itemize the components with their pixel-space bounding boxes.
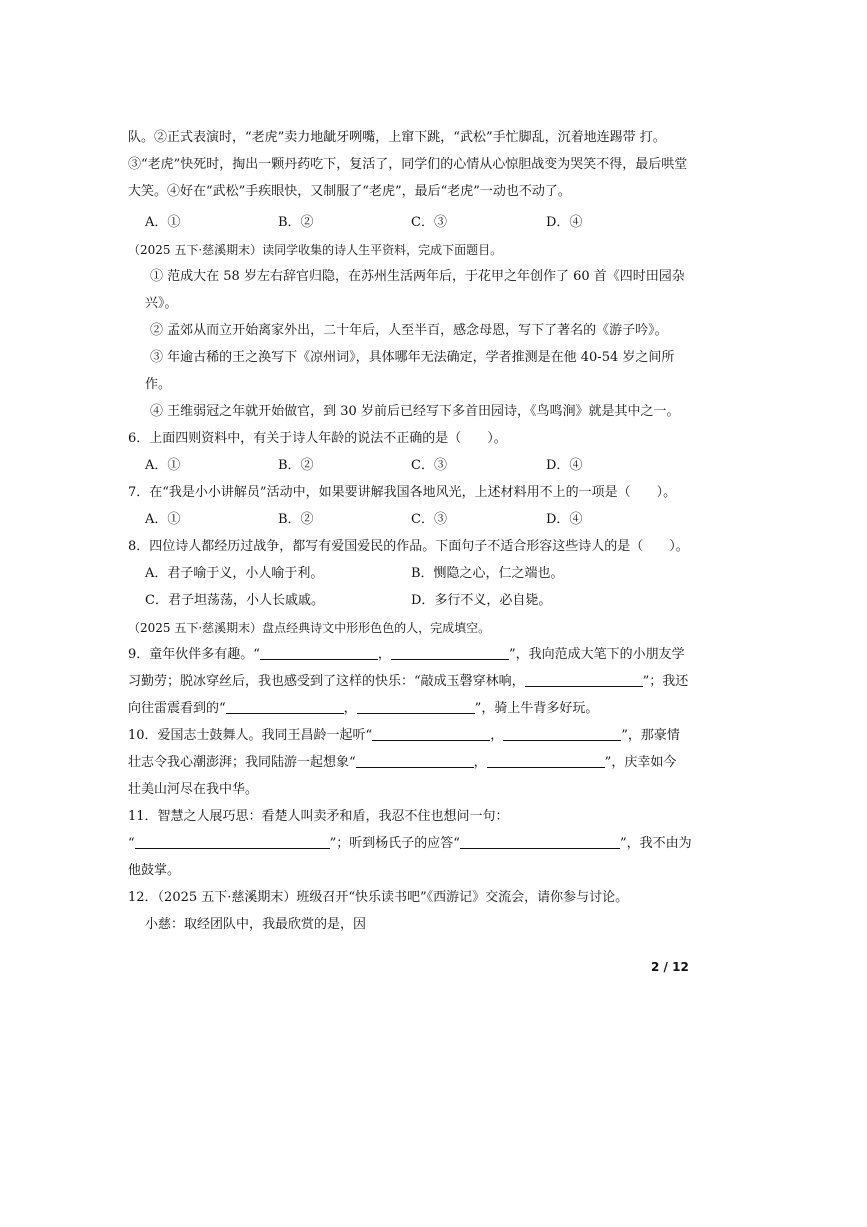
option-d: D．④ — [546, 458, 583, 473]
answer-blank[interactable] — [260, 646, 378, 660]
text: ”，我不由为 — [619, 836, 692, 851]
question-stem: 12．（2025 五下·慈溪期末）班级召开“快乐读书吧”《西游记》交流会，请你参与讨论。 — [128, 890, 629, 905]
text: 9．童年伙伴多有趣。“ — [128, 647, 260, 662]
question-stem: 7．在“我是小小讲解员”活动中，如果要讲解我国各地风光，上述材料用不上的一项是（ ）。 — [128, 485, 677, 500]
answer-blank[interactable] — [391, 646, 509, 660]
material-line: ① 范成大在 58 岁左右辞官归隐，在苏州生活两年后，于花甲之年创作了 60 首《四时田园杂 — [150, 269, 685, 284]
text: 壮志令我心潮澎湃；我同陆游一起想象“ — [128, 755, 356, 770]
page-number: 2 / 12 — [651, 960, 689, 974]
passage-line: 大笑。④好在“武松”手疾眼快，又制服了“老虎”，最后“老虎”一动也不动了。 — [128, 184, 571, 199]
answer-blank[interactable] — [226, 700, 344, 714]
section-intro: （2025 五下·慈溪期末）读同学收集的诗人生平资料，完成下面题目。 — [128, 243, 503, 257]
option-b: B．② — [278, 215, 314, 230]
text: ， — [473, 755, 487, 770]
answer-blank[interactable] — [460, 835, 620, 849]
option-a: A．① — [145, 458, 181, 473]
option-a: A．① — [145, 512, 181, 527]
passage-line: 队。②正式表演时，“老虎”卖力地龇牙咧嘴，上窜下跳，“武松”手忙脚乱，沉着地连踢带 打。 — [128, 130, 666, 145]
text: ， — [343, 701, 357, 716]
material-line: 兴》。 — [145, 296, 178, 311]
text: ”，庆幸如今 — [604, 755, 677, 770]
passage-line: ③“老虎”快死时，掏出一颗丹药吃下，复活了，同学们的心情从心惊胆战变为哭笑不得，最后哄堂 — [128, 157, 688, 172]
text: 10．爱国志士鼓舞人。我同王昌龄一起听“ — [128, 728, 373, 743]
text: ”；我还 — [642, 674, 689, 689]
answer-blank[interactable] — [357, 700, 475, 714]
option-c: C．君子坦荡荡，小人长戚戚。 — [145, 593, 324, 608]
option-d: D．多行不义，必自毙。 — [411, 593, 552, 608]
option-a: A．① — [145, 215, 181, 230]
question-line: 壮美山河尽在我中华。 — [128, 782, 259, 797]
question-line — [128, 835, 692, 853]
text: ， — [377, 647, 391, 662]
option-d: D．④ — [546, 512, 583, 527]
option-a: A．君子喻于义，小人喻于利。 — [145, 566, 324, 581]
answer-blank[interactable] — [135, 835, 330, 849]
question-line: 他鼓掌。 — [128, 863, 181, 878]
question-line — [128, 754, 688, 772]
question-line — [128, 727, 688, 745]
answer-blank[interactable] — [356, 754, 474, 768]
text: ”，那豪情 — [621, 728, 680, 743]
option-c: C．③ — [411, 458, 447, 473]
material-line: ② 孟郊从而立开始离家外出，二十年后，人至半百，感念母恩，写下了著名的《游子吟》。 — [150, 323, 668, 338]
material-line: ③ 年逾古稀的王之涣写下《凉州词》，具体哪年无法确定，学者推测是在他 40-54 岁之间所 — [150, 350, 675, 365]
option-b: B．② — [278, 512, 314, 527]
text: “ — [128, 836, 135, 851]
question-line — [128, 700, 688, 718]
option-c: C．③ — [411, 215, 447, 230]
question-line — [128, 646, 688, 664]
text: 习勤劳；脱冰穿丝后，我也感受到了这样的快乐：“敲成玉磬穿林响， — [128, 674, 525, 689]
section-intro: （2025 五下·慈溪期末）盘点经典诗文中形形色色的人，完成填空。 — [128, 621, 491, 635]
answer-blank[interactable] — [372, 727, 490, 741]
question-line: 小慈：取经团队中，我最欣赏的是，因 — [145, 917, 367, 932]
question-line — [128, 673, 688, 691]
text: ， — [490, 728, 504, 743]
question-line: 11．智慧之人展巧思：看楚人叫卖矛和盾，我忍不住也想问一句： — [128, 809, 509, 824]
text: ”，我向范成大笔下的小朋友学 — [508, 647, 685, 662]
answer-blank[interactable] — [525, 673, 643, 687]
question-stem: 6．上面四则资料中，有关于诗人年龄的说法不正确的是（ ）。 — [128, 431, 507, 446]
option-b: B．② — [278, 458, 314, 473]
material-line: 作。 — [145, 377, 172, 392]
material-line: ④ 王维弱冠之年就开始做官，到 30 岁前后已经写下多首田园诗，《鸟鸣涧》就是其中之一。 — [150, 404, 680, 419]
text: ”；听到杨氏子的应答“ — [329, 836, 460, 851]
option-b: B．恻隐之心，仁之端也。 — [411, 566, 564, 581]
text: 向往雷震看到的“ — [128, 701, 226, 716]
answer-blank[interactable] — [487, 754, 605, 768]
text: ”，骑上牛背多好玩。 — [474, 701, 599, 716]
option-d: D．④ — [546, 215, 583, 230]
question-stem: 8．四位诗人都经历过战争，都写有爱国爱民的作品。下面句子不适合形容这些诗人的是（ ）。 — [128, 539, 689, 554]
option-c: C．③ — [411, 512, 447, 527]
answer-blank[interactable] — [503, 727, 621, 741]
